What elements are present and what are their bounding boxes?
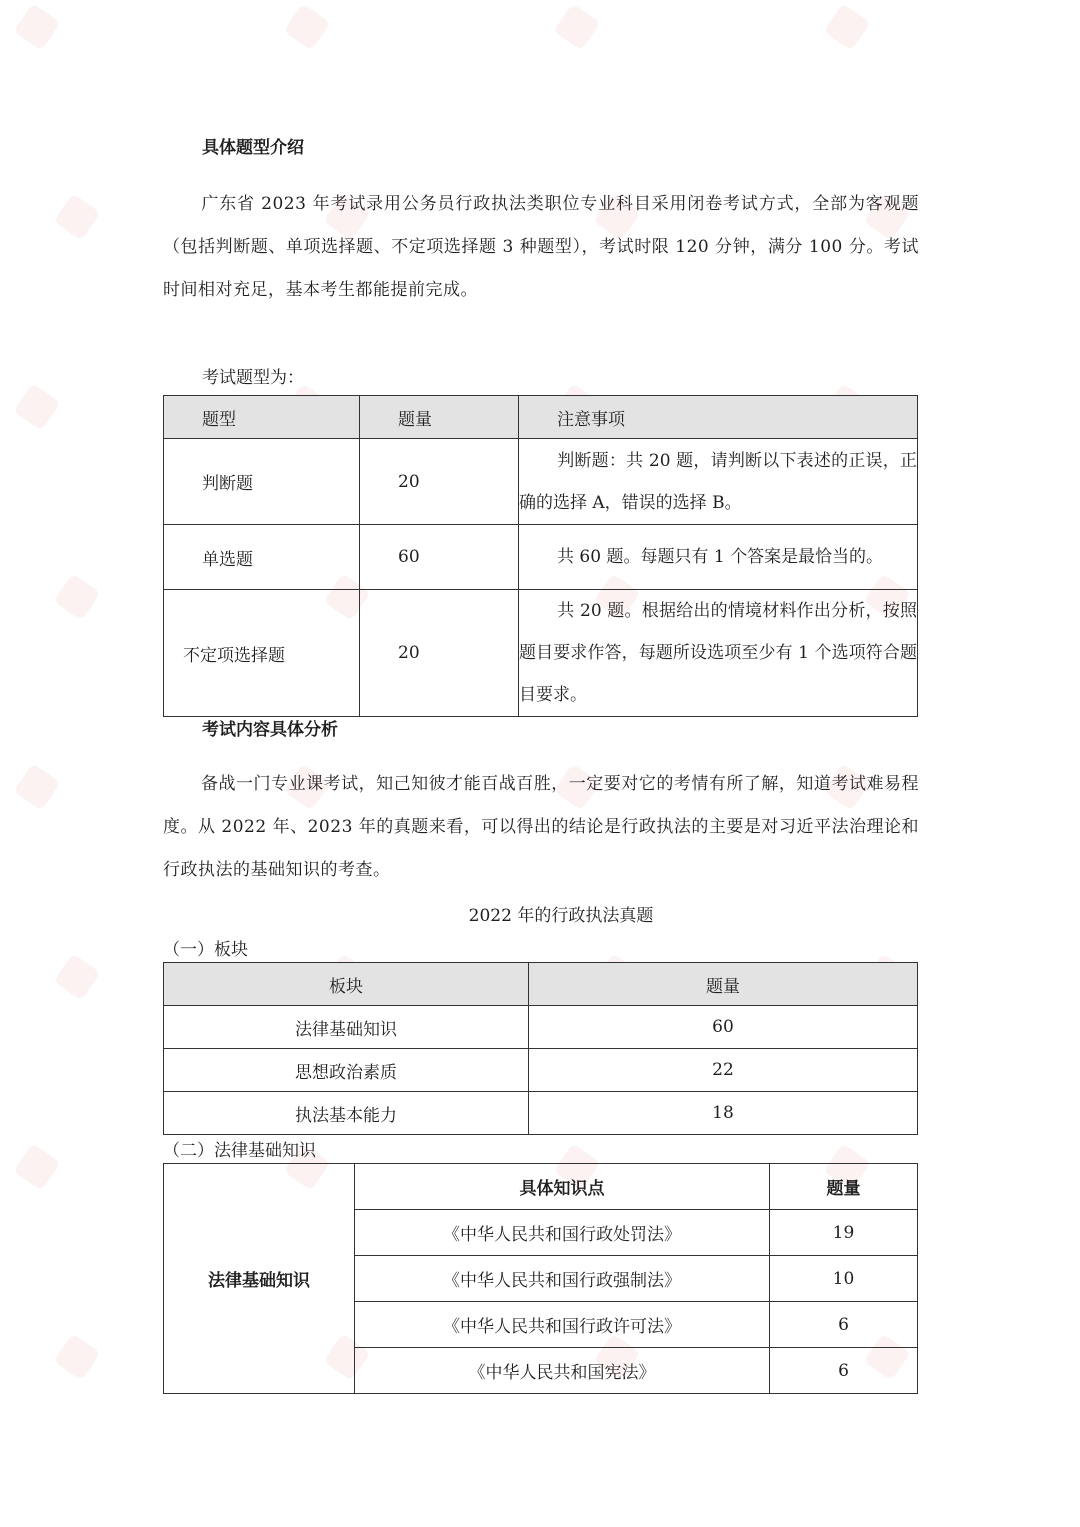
block-count-cell: 18: [529, 1092, 918, 1135]
block-count-cell: 22: [529, 1049, 918, 1092]
law-count-cell: 6: [770, 1302, 918, 1348]
watermark-logo-icon: [53, 953, 100, 1000]
intro-heading: 具体题型介绍: [202, 138, 304, 158]
analysis-paragraph-text: 备战一门专业课考试，知己知彼才能百战百胜，一定要对它的考情有所了解，知道考试难易程度。从 2022 年、2023 年的真题来看，可以得出的结论是行政执法的主要是对习近平法治理论和行政执法的基础知识的考查。: [163, 774, 919, 880]
table-row: [164, 590, 918, 717]
table-row: [164, 525, 918, 590]
block-name-cell: 执法基本能力: [164, 1092, 529, 1135]
watermark-logo-icon: [823, 3, 870, 50]
blocks-table: [163, 962, 918, 1135]
law-knowledge-table: [163, 1163, 918, 1394]
watermark-logo-icon: [53, 1333, 100, 1380]
note-text: 共 60 题。每题只有 1 个答案是最恰当的。: [557, 547, 884, 567]
watermark-logo-icon: [553, 3, 600, 50]
header-block: 板块: [164, 963, 529, 1006]
watermark-logo-icon: [53, 193, 100, 240]
header-count: 题量: [770, 1164, 918, 1210]
type-cell: 判断题: [164, 439, 360, 525]
types-table-caption: 考试题型为：: [202, 368, 304, 388]
table-header-row: [164, 396, 918, 439]
law-count-cell: 6: [770, 1348, 918, 1394]
type-cell: 不定项选择题: [164, 590, 360, 717]
law-name-cell: 《中华人民共和国行政强制法》: [355, 1256, 770, 1302]
header-count: 题量: [529, 963, 918, 1006]
block-name-cell: 思想政治素质: [164, 1049, 529, 1092]
block-count-cell: 60: [529, 1006, 918, 1049]
count-cell: 60: [360, 525, 519, 590]
table-header-row: [164, 963, 918, 1006]
table-header-row: [164, 1164, 918, 1210]
exam-year-subtitle: 2022 年的行政执法真题: [468, 906, 654, 926]
header-type: 题型: [164, 396, 360, 439]
note-cell: [519, 439, 918, 525]
note-cell: [519, 590, 918, 717]
block-name-cell: 法律基础知识: [164, 1006, 529, 1049]
law-name-cell: 《中华人民共和国宪法》: [355, 1348, 770, 1394]
note-text: 共 20 题。根据给出的情境材料作出分析，按照题目要求作答，每题所设选项至少有 1 个选项符合题目要求。: [519, 601, 917, 705]
watermark-logo-icon: [13, 1143, 60, 1190]
note-cell: [519, 525, 918, 590]
table-row: [164, 439, 918, 525]
question-types-table: [163, 395, 918, 717]
law-name-cell: 《中华人民共和国行政处罚法》: [355, 1210, 770, 1256]
header-knowledge-point: 具体知识点: [355, 1164, 770, 1210]
law-count-cell: 10: [770, 1256, 918, 1302]
watermark-logo-icon: [283, 3, 330, 50]
header-note: 注意事项: [519, 396, 918, 439]
type-cell: 单选题: [164, 525, 360, 590]
table-row: [164, 1006, 918, 1049]
intro-paragraph: [163, 183, 919, 312]
table-row: [164, 1049, 918, 1092]
count-cell: 20: [360, 439, 519, 525]
note-text: 判断题：共 20 题，请判断以下表述的正误，正确的选择 A，错误的选择 B。: [519, 450, 917, 513]
law-name-cell: 《中华人民共和国行政许可法》: [355, 1302, 770, 1348]
intro-paragraph-text: 广东省 2023 年考试录用公务员行政执法类职位专业科目采用闭卷考试方式，全部为客观题（包括判断题、单项选择题、不定项选择题 3 种题型），考试时限 120 分钟，满分 100 分。考试时间相对充足，基本考生都能提前完成。: [163, 194, 919, 300]
table-row: [164, 1092, 918, 1135]
analysis-paragraph: [163, 763, 919, 892]
count-cell: 20: [360, 590, 519, 717]
watermark-logo-icon: [13, 3, 60, 50]
watermark-logo-icon: [53, 573, 100, 620]
law-count-cell: 19: [770, 1210, 918, 1256]
header-count: 题量: [360, 396, 519, 439]
watermark-logo-icon: [13, 763, 60, 810]
section-blocks-label: （一）板块: [163, 940, 248, 960]
analysis-heading: 考试内容具体分析: [202, 720, 338, 740]
section-law-label: （二）法律基础知识: [163, 1141, 316, 1161]
law-row-header: 法律基础知识: [164, 1164, 355, 1394]
watermark-logo-icon: [13, 383, 60, 430]
